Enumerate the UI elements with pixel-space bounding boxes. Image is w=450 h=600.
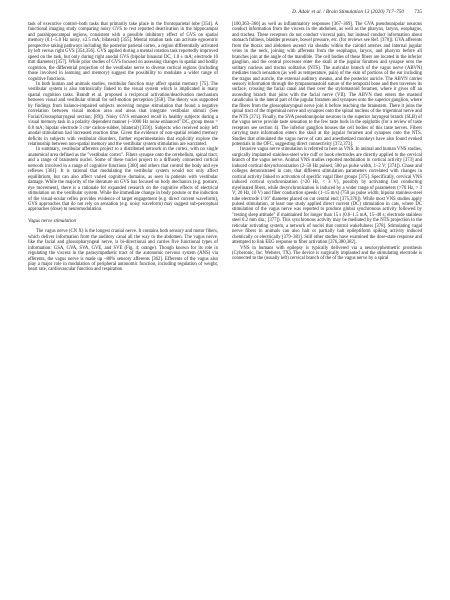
body-paragraph: Invasive vagus nerve stimulation is referred to here as VNS. In animal and human VNS studies, surgically implanted stainless-steel wire cuff or hook electrodes are directly applied to the cervical branch of the vagus nerve. Animal VNS studies reported modulation in cortical activity [373] and induced cortical desynchronization (2–50 Hz pulsed, 500 µs pulse width, 1–2 V; [374]). Chase and colleges demonstrated in cats, that different stimulation parameters correlated with changes in cortical activity linked to activation of specific vagal fiber groups [375]. Specifically, cervical VNS induced cortical synchronization (>20 Hz, < 3 V), possibly by activating fast conducting myelinated fibers, while desynchronization is induced by a wider range of parameters (>70 Hz, > 3 V; 20 Hz, 10 V) and fiber conduction speeds (1–15 m/s) (750 µs pulse width; bipolar stainless-steel tube electrode 1/16" diameter placed on cut central end; [375,376]). While most VNS studies apply pulsed stimulation, at least one study applied direct current (DC) stimulation in cats, where DC stimulation of the vagus nerve was reported to produce global synchronous activity followed by "resting sleep attitude" if maintained for longer than 15 s (0.6–1.5 mA, 15–40 s; electrode stainless steel 0.2 mm dia.; [377]). This synchronous activity may be mediated by the NTS projection to the reticular activating system, a network of nuclei that control wakefulness [378]. Stimulating vagal nerve fibers in animals can also halt or partially halt epileptiform spiking activity induced chemically or electrically [379–381]. Still other studies have examined the dose-state response and attempted to link EEG response to fiber activation [376,380,382]. [232, 147, 423, 246]
section-heading: Vagus nerve stimulation [28, 218, 77, 224]
body-paragraph: VNS in humans with epilepsy is typically delivered via a neurosyphermetric prosthesis (Cyberonic, Inc. Webster, TX). The device is surgically implanted and the stimulating electrode is connected to the (usually left) cervical branch of the of the vagus nerve by a spiral [232, 245, 422, 262]
journal-citation: D. Adair et al. / Brain Stimulation 13 (2020) 717–750 [292, 9, 404, 15]
running-header [28, 9, 422, 19]
body-paragraph: In both human and animals studies, vestibular function may affect spatial memory [75]. The vestibular system is also intrinsically linked to the visual system which is implicated in many spatial cognition tasks. Brandt et al. proposed a reciprocal activation/deactivation mechanism between visual and vestibular stimuli for self-motion perception [358]. The theory was supported by findings from balance-impaired subjects receiving tongue stimulation that found a negative correlation between visual motion area and areas that integrate vestibular stimuli (See Facial/Glossopharyngeal section; [89]). Noisy GVS enhanced recall in healthy subjects during a visual memory task in a polarity dependent manner (~1000 Hz noise enhanced" DC, group mean = 0.8 mA; bipolar electrode 3 cm² carbon-rubber, bilateral) [359]). Subjects who received noisy left anodal stimulation had increased reaction time. Given the evidence of non-spatial related memory deficits in subjects with vestibular disorders, further experimentation that explicitly explore the relationship between non-spatial memory and the vestibular system stimulation are warranted. [28, 81, 218, 147]
body-paragraph: task of executive control–both tasks that primarily take place in the frontoparietal lobe [354]. A functional imaging study comparing noisy GVS to rest reported deactivation in the hippocampal and parahippocampal regions, consistent with a possible inhibitory effect of GVS on spatial memory (0.1–5.0 Hz noisy, ±2.5 mA; bilateral) [355]. Mental rotation task can activate egocentric perspective taking pathways including the posterior parietal cortex, a region differentially activated by left versus right GVS [354,356]. GVS applied during a mental rotation task reportedly improved speed on the task, but only during right anodal GVS (bipolar binaural DC, 1.0 ± mA; electrode 10 mm diameter) [357]. While prior studies of GVS focused on assessing changes in spatial and bodily cognition, the differential projection of the vestibular nerve to diverse cortical regions (including those involved in learning and memory) suggest the possibility to modulate a wider range of cognitive functions. [28, 22, 218, 82]
page-number: 735 [414, 9, 422, 15]
right-column [232, 22, 422, 262]
body-paragraph: In summary, vestibular afferents project to a distributed network in the cortex, with no single anatomical area defined as the "vestibular cortex". Fibers synapse onto the cerebellum, spinal tract, and a range of brainstem nuclei. Some of these nuclei project to a diffusely connected cortical network involved in a range of cognitive functions [360] and others that control the body and eye reflexes [361]. It is rational that modulating the vestibular system would not only affect equilibrium, but can also affect varied cognitive domains, as seen in patients with vestibular damage. While the majority of the literature on GVS has focused on body mechanics (e.g. posture, eye movement), there is a rationale for expanded research on the cognitive effects of electrical stimulation on the vestibular system. While the immediate change in body posture or the induction of the visual-ocular reflex provides evidence of target engagement (e.g. direct current waveform), GVS approaches that do not rely on sensation (e.g. noisy waveform) may suggest sub-perceptual approaches (dose) to neuromodulation. [28, 147, 218, 213]
body-paragraph: The vagus nerve (CN X) is the longest cranial nerve. It contains both sensory and motor fibers, which deliver information from the auditory canal all the way to the abdomen. The vagus nerve, like the facial and glossopharyngeal nerve, is bi-directional and carries five functional types of information: GSA, GVA, SVA, GVE, and SVE (Fig. 4; orange). Though known for its role in regulating the viscera in the parasympathetic tract of the autonomic nervous system (ANS) via efferents, the vagus nerve is made up ~80% sensory afferents [362]. Efferents of the vagus also play a major role in modulation of peripheral autonomic function, including regulation of weight, heart rate, cardiovascular function and respiration [28, 229, 218, 273]
left-column [28, 22, 218, 273]
body-paragraph: [100,363–366] as well as inflammatory responses [367–369]. The GVA pseudounipolar neurons conduct information from the viscera in the abdomen, as well as the pharynx, larynx, esophagus, and trachea. These receptors do not conduct visceral pain, but instead conduct information about stomach fullness, bladder pressure, bowel pressure, etc. (for reviews see Ref. [370]). GVA afferents from the thorax and abdomen ascend via sheaths within the carotid arteries and internal jugular veins in the neck, joining with afferents from the esophagus, larynx, and pharynx before all branches join at the angle of the mandible. The cell bodies of these fibers are located in the inferior ganglion, and the central processes enter the skull at the jugular foramen and synapse onto the solitary nucleus and tractus solitarius (NTS). The auricular branch of the vagus nerve (ABVN) mediates touch sensation (as well as temperature, pain) of the skin of portions of the ear including the tragus and auricle, the external auditory meatus, and the posterior auricle. The ABVN carries sensory information through the tympanomastoid suture of the temporal bone and then traverses its surface, crossing the facial canal and then over the stylomastoid foramen, where it gives off an ascending branch that joins with the facial nerve (VII). The ABVN then enters the mastoid canaliculus in the lateral part of the jugular foramen and synapses onto the superior ganglion, where the fibers from the glossopharyngeal nerve join it before reaching the brainstem. There it joins the spinal tract of the trigeminal nerve and synapses onto the spinal nucleus of the trigeminal nerve and the NTS [371]. Finally, the SVA pseudounipolar neurons in the superior laryngeal branch (SLB) of the vagus nerve provide taste sensation to the few taste buds in the epiglottis (for a review of taste receptors see section 4). The inferior ganglion houses the cell bodies of this taste nerves. Fibers carrying taste information enters the skull at the jugular foramen and synapses onto the NTS. Studies that stimulated the vagus nerve of cats and anesthetized monkeys have also found evoked potentials in the OFC, suggesting direct connectivity [372,373]. [232, 22, 422, 147]
